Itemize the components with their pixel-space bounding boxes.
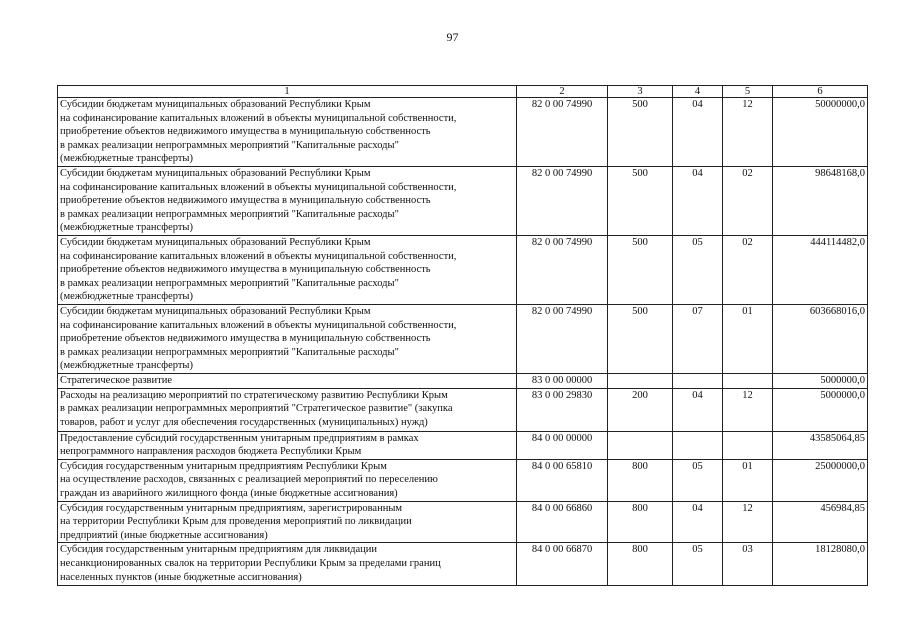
column-header-1: 1 [58, 86, 517, 98]
row-description: Субсидия государственным унитарным предприятиям для ликвидации несанкционированных свалок на территории Республики Крым за пределами границ населенных пунктов (иные бюджетные ассигнования) [58, 543, 517, 586]
row-subsection: 12 [723, 501, 773, 543]
row-target-article: 84 0 00 66870 [517, 543, 608, 586]
row-expense-type: 200 [608, 388, 673, 431]
row-subsection: 01 [723, 459, 773, 501]
row-amount: 25000000,0 [773, 459, 868, 501]
row-description: Субсидии бюджетам муниципальных образований Республики Крым на софинансирование капитальных вложений в объекты муниципальной собственности, приобретение объектов недвижимого имущества в муниципальную собственность в рамках реализации непрограммных мероприятий "Капитальные расходы" (межбюджетные трансферты) [58, 305, 517, 374]
row-expense-type: 800 [608, 543, 673, 586]
row-target-article: 82 0 00 74990 [517, 305, 608, 374]
row-section: 04 [673, 167, 723, 236]
row-target-article: 84 0 00 00000 [517, 431, 608, 459]
row-target-article: 84 0 00 66860 [517, 501, 608, 543]
row-section: 07 [673, 305, 723, 374]
column-header-4: 4 [673, 86, 723, 98]
table-row [58, 459, 868, 501]
row-subsection: 12 [723, 388, 773, 431]
row-subsection [723, 431, 773, 459]
row-expense-type [608, 431, 673, 459]
row-section: 04 [673, 98, 723, 167]
row-target-article: 82 0 00 74990 [517, 98, 608, 167]
row-target-article: 83 0 00 29830 [517, 388, 608, 431]
row-section: 04 [673, 501, 723, 543]
table-row [58, 98, 868, 167]
table-row [58, 236, 868, 305]
row-amount: 50000000,0 [773, 98, 868, 167]
row-expense-type: 500 [608, 236, 673, 305]
row-expense-type: 500 [608, 305, 673, 374]
row-section: 05 [673, 543, 723, 586]
row-description: Субсидии бюджетам муниципальных образований Республики Крым на софинансирование капитальных вложений в объекты муниципальной собственности, приобретение объектов недвижимого имущества в муниципальную собственность в рамках реализации непрограммных мероприятий "Капитальные расходы" (межбюджетные трансферты) [58, 98, 517, 167]
row-description: Субсидия государственным унитарным предприятиям Республики Крым на осуществление расходов, связанных с реализацией мероприятий по переселению граждан из аварийного жилищного фонда (иные бюджетные ассигнования) [58, 459, 517, 501]
row-section [673, 431, 723, 459]
row-description: Предоставление субсидий государственным унитарным предприятиям в рамках непрограммного направления расходов бюджета Республики Крым [58, 431, 517, 459]
row-description: Стратегическое развитие [58, 374, 517, 389]
table-row [58, 431, 868, 459]
row-amount: 5000000,0 [773, 374, 868, 389]
row-amount: 444114482,0 [773, 236, 868, 305]
column-header-3: 3 [608, 86, 673, 98]
row-expense-type: 800 [608, 501, 673, 543]
row-expense-type: 500 [608, 98, 673, 167]
table-row [58, 167, 868, 236]
row-amount: 18128080,0 [773, 543, 868, 586]
row-subsection: 02 [723, 236, 773, 305]
column-number-row [58, 86, 868, 98]
row-description: Субсидии бюджетам муниципальных образований Республики Крым на софинансирование капитальных вложений в объекты муниципальной собственности, приобретение объектов недвижимого имущества в муниципальную собственность в рамках реализации непрограммных мероприятий "Капитальные расходы" (межбюджетные трансферты) [58, 236, 517, 305]
row-target-article: 82 0 00 74990 [517, 167, 608, 236]
row-subsection [723, 374, 773, 389]
row-section: 05 [673, 236, 723, 305]
row-expense-type [608, 374, 673, 389]
row-target-article: 82 0 00 74990 [517, 236, 608, 305]
table-row [58, 374, 868, 389]
column-header-5: 5 [723, 86, 773, 98]
row-target-article: 84 0 00 65810 [517, 459, 608, 501]
budget-table [57, 85, 868, 586]
row-amount: 43585064,85 [773, 431, 868, 459]
row-subsection: 01 [723, 305, 773, 374]
row-description: Расходы на реализацию мероприятий по стратегическому развитию Республики Крым в рамках реализации непрограммных мероприятий "Стратегическое развитие" (закупка товаров, работ и услуг для обеспечения государственных (муниципальных) нужд) [58, 388, 517, 431]
table-row [58, 305, 868, 374]
row-amount: 5000000,0 [773, 388, 868, 431]
row-subsection: 03 [723, 543, 773, 586]
row-amount: 456984,85 [773, 501, 868, 543]
page-number: 97 [446, 30, 459, 44]
row-amount: 98648168,0 [773, 167, 868, 236]
table-row [58, 501, 868, 543]
row-target-article: 83 0 00 00000 [517, 374, 608, 389]
row-section: 05 [673, 459, 723, 501]
row-description: Субсидии бюджетам муниципальных образований Республики Крым на софинансирование капитальных вложений в объекты муниципальной собственности, приобретение объектов недвижимого имущества в муниципальную собственность в рамках реализации непрограммных мероприятий "Капитальные расходы" (межбюджетные трансферты) [58, 167, 517, 236]
column-header-6: 6 [773, 86, 868, 98]
column-header-2: 2 [517, 86, 608, 98]
row-expense-type: 500 [608, 167, 673, 236]
row-subsection: 12 [723, 98, 773, 167]
table-row [58, 388, 868, 431]
row-amount: 603668016,0 [773, 305, 868, 374]
table-row [58, 543, 868, 586]
row-description: Субсидия государственным унитарным предприятиям, зарегистрированным на территории Республики Крым для проведения мероприятий по ликвидации предприятий (иные бюджетные ассигнования) [58, 501, 517, 543]
row-expense-type: 800 [608, 459, 673, 501]
row-section [673, 374, 723, 389]
row-subsection: 02 [723, 167, 773, 236]
row-section: 04 [673, 388, 723, 431]
